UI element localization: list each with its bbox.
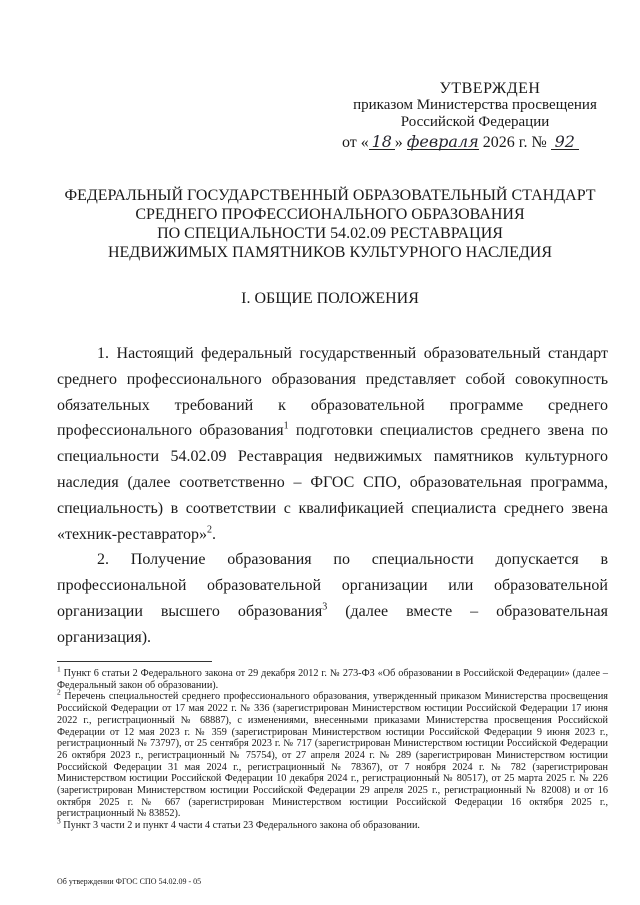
section-heading: I. ОБЩИЕ ПОЛОЖЕНИЯ bbox=[241, 290, 419, 307]
approval-line-2: Российской Федерации bbox=[400, 114, 550, 130]
handwritten-number: 92 bbox=[551, 134, 579, 150]
date-prefix: от « bbox=[342, 134, 369, 151]
paragraph-1 bbox=[57, 341, 608, 547]
footnote-ref-1: 1 bbox=[283, 421, 289, 433]
paragraph-2-text-b: (далее вместе – образовательная организация). bbox=[57, 602, 608, 646]
paragraph-2-text-a: 2. Получение образования по специальности допускается в профессиональной образовательной организации или образовательной организации высшего образования bbox=[57, 551, 608, 620]
handwritten-day: 18 bbox=[369, 134, 395, 150]
title-line-2: СРЕДНЕГО ПРОФЕССИОНАЛЬНОГО ОБРАЗОВАНИЯ bbox=[135, 206, 525, 223]
title-line-4: НЕДВИЖИМЫХ ПАМЯТНИКОВ КУЛЬТУРНОГО НАСЛЕДИЯ bbox=[107, 244, 553, 261]
paragraph-2 bbox=[57, 547, 608, 650]
date-year: 2026 г. № bbox=[482, 134, 547, 151]
document-title bbox=[60, 186, 600, 262]
footnote-ref-3: 3 bbox=[322, 601, 328, 613]
body-text bbox=[57, 341, 608, 651]
approval-date bbox=[342, 134, 620, 151]
handwritten-month: февраля bbox=[406, 132, 479, 151]
page-footer: Об утверждении ФГОС СПО 54.02.09 - 05 bbox=[57, 877, 202, 886]
footnote-2 bbox=[57, 688, 608, 820]
footnote-ref-2: 2 bbox=[207, 524, 213, 536]
paragraph-1-text-b: подготовки специалистов среднего звена по специальности 54.02.09 Реставрация недвижимых памятников культурного наследия (далее соответственно – ФГОС СПО, образовательная программа, специальность) в соответствии с квалификацией специалиста среднего звена «техник-реставратор» bbox=[57, 422, 609, 543]
approval-word: УТВЕРЖДЕН bbox=[439, 80, 541, 97]
paragraph-1-text-c: . bbox=[212, 525, 217, 543]
footnote-text: Перечень специальностей среднего профессионального образования, утвержденный приказом Министерства просвещения Российской Федерации от 17 мая 2022 г. № 336 (зарегистрирован Министерством юстиции Российской Федерации 17 июня 2022 г., регистрационный № 68887), с изменениями, внесенными приказами Министерства просвещения Российской Федерации от 12 мая 2023 г. № 359 (зарегистрирован Министерством юстиции Российской Федерации 9 июня 2023 г., регистрационный № 73797), от 25 сентября 2023 г. № 717 (зарегистрирован Министерством юстиции Российской Федерации 26 октября 2023 г., регистрационный № 75754), от 27 апреля 2024 г. № 289 (зарегистрирован Министерством юстиции Российской Федерации 31 мая 2024 г., регистрационный № 78367), от 7 ноября 2024 г. № 782 (зарегистрирован Министерством юстиции Российской Федерации 10 декабря 2024 г., регистрационный № 80517), от 25 марта 2025 г. № 226 (зарегистрирован Министерством юстиции Российской Федерации 29 апреля 2025 г., регистрационный № 82008) и от 16 октября 2025 г. № 667 (зарегистрирован Министерством юстиции Российской Федерации 16 октября 2025 г., регистрационный № 83852). bbox=[57, 691, 608, 820]
footnote-1 bbox=[57, 664, 608, 691]
footnote-mark: 2 bbox=[57, 688, 61, 698]
approval-line-1: приказом Министерства просвещения bbox=[353, 97, 597, 113]
footnote-3 bbox=[57, 816, 608, 832]
title-line-1: ФЕДЕРАЛЬНЫЙ ГОСУДАРСТВЕННЫЙ ОБРАЗОВАТЕЛЬНЫЙ СТАНДАРТ bbox=[64, 187, 596, 204]
footnote-mark: 1 bbox=[57, 664, 61, 674]
date-mid: » bbox=[394, 134, 403, 151]
title-line-3: ПО СПЕЦИАЛЬНОСТИ 54.02.09 РЕСТАВРАЦИЯ bbox=[157, 225, 503, 242]
footnote-text: Пункт 3 части 2 и пункт 4 части 4 статьи 23 Федерального закона об образовании. bbox=[60, 820, 420, 832]
footnote-separator bbox=[57, 661, 212, 662]
footnote-text: Пункт 6 статьи 2 Федерального закона от 29 декабря 2012 г. № 273-ФЗ «Об образовании в Российской Федерации» (далее – Федеральный закон об образовании). bbox=[57, 668, 608, 691]
footnote-mark: 3 bbox=[57, 816, 61, 826]
paragraph-1-text-a: 1. Настоящий федеральный государственный образовательный стандарт среднего профессионального образования представляет собой совокупность обязательных требований к образовательной программе среднего профессионального образования bbox=[57, 345, 608, 440]
approval-block bbox=[330, 80, 620, 151]
footnotes bbox=[57, 664, 608, 832]
